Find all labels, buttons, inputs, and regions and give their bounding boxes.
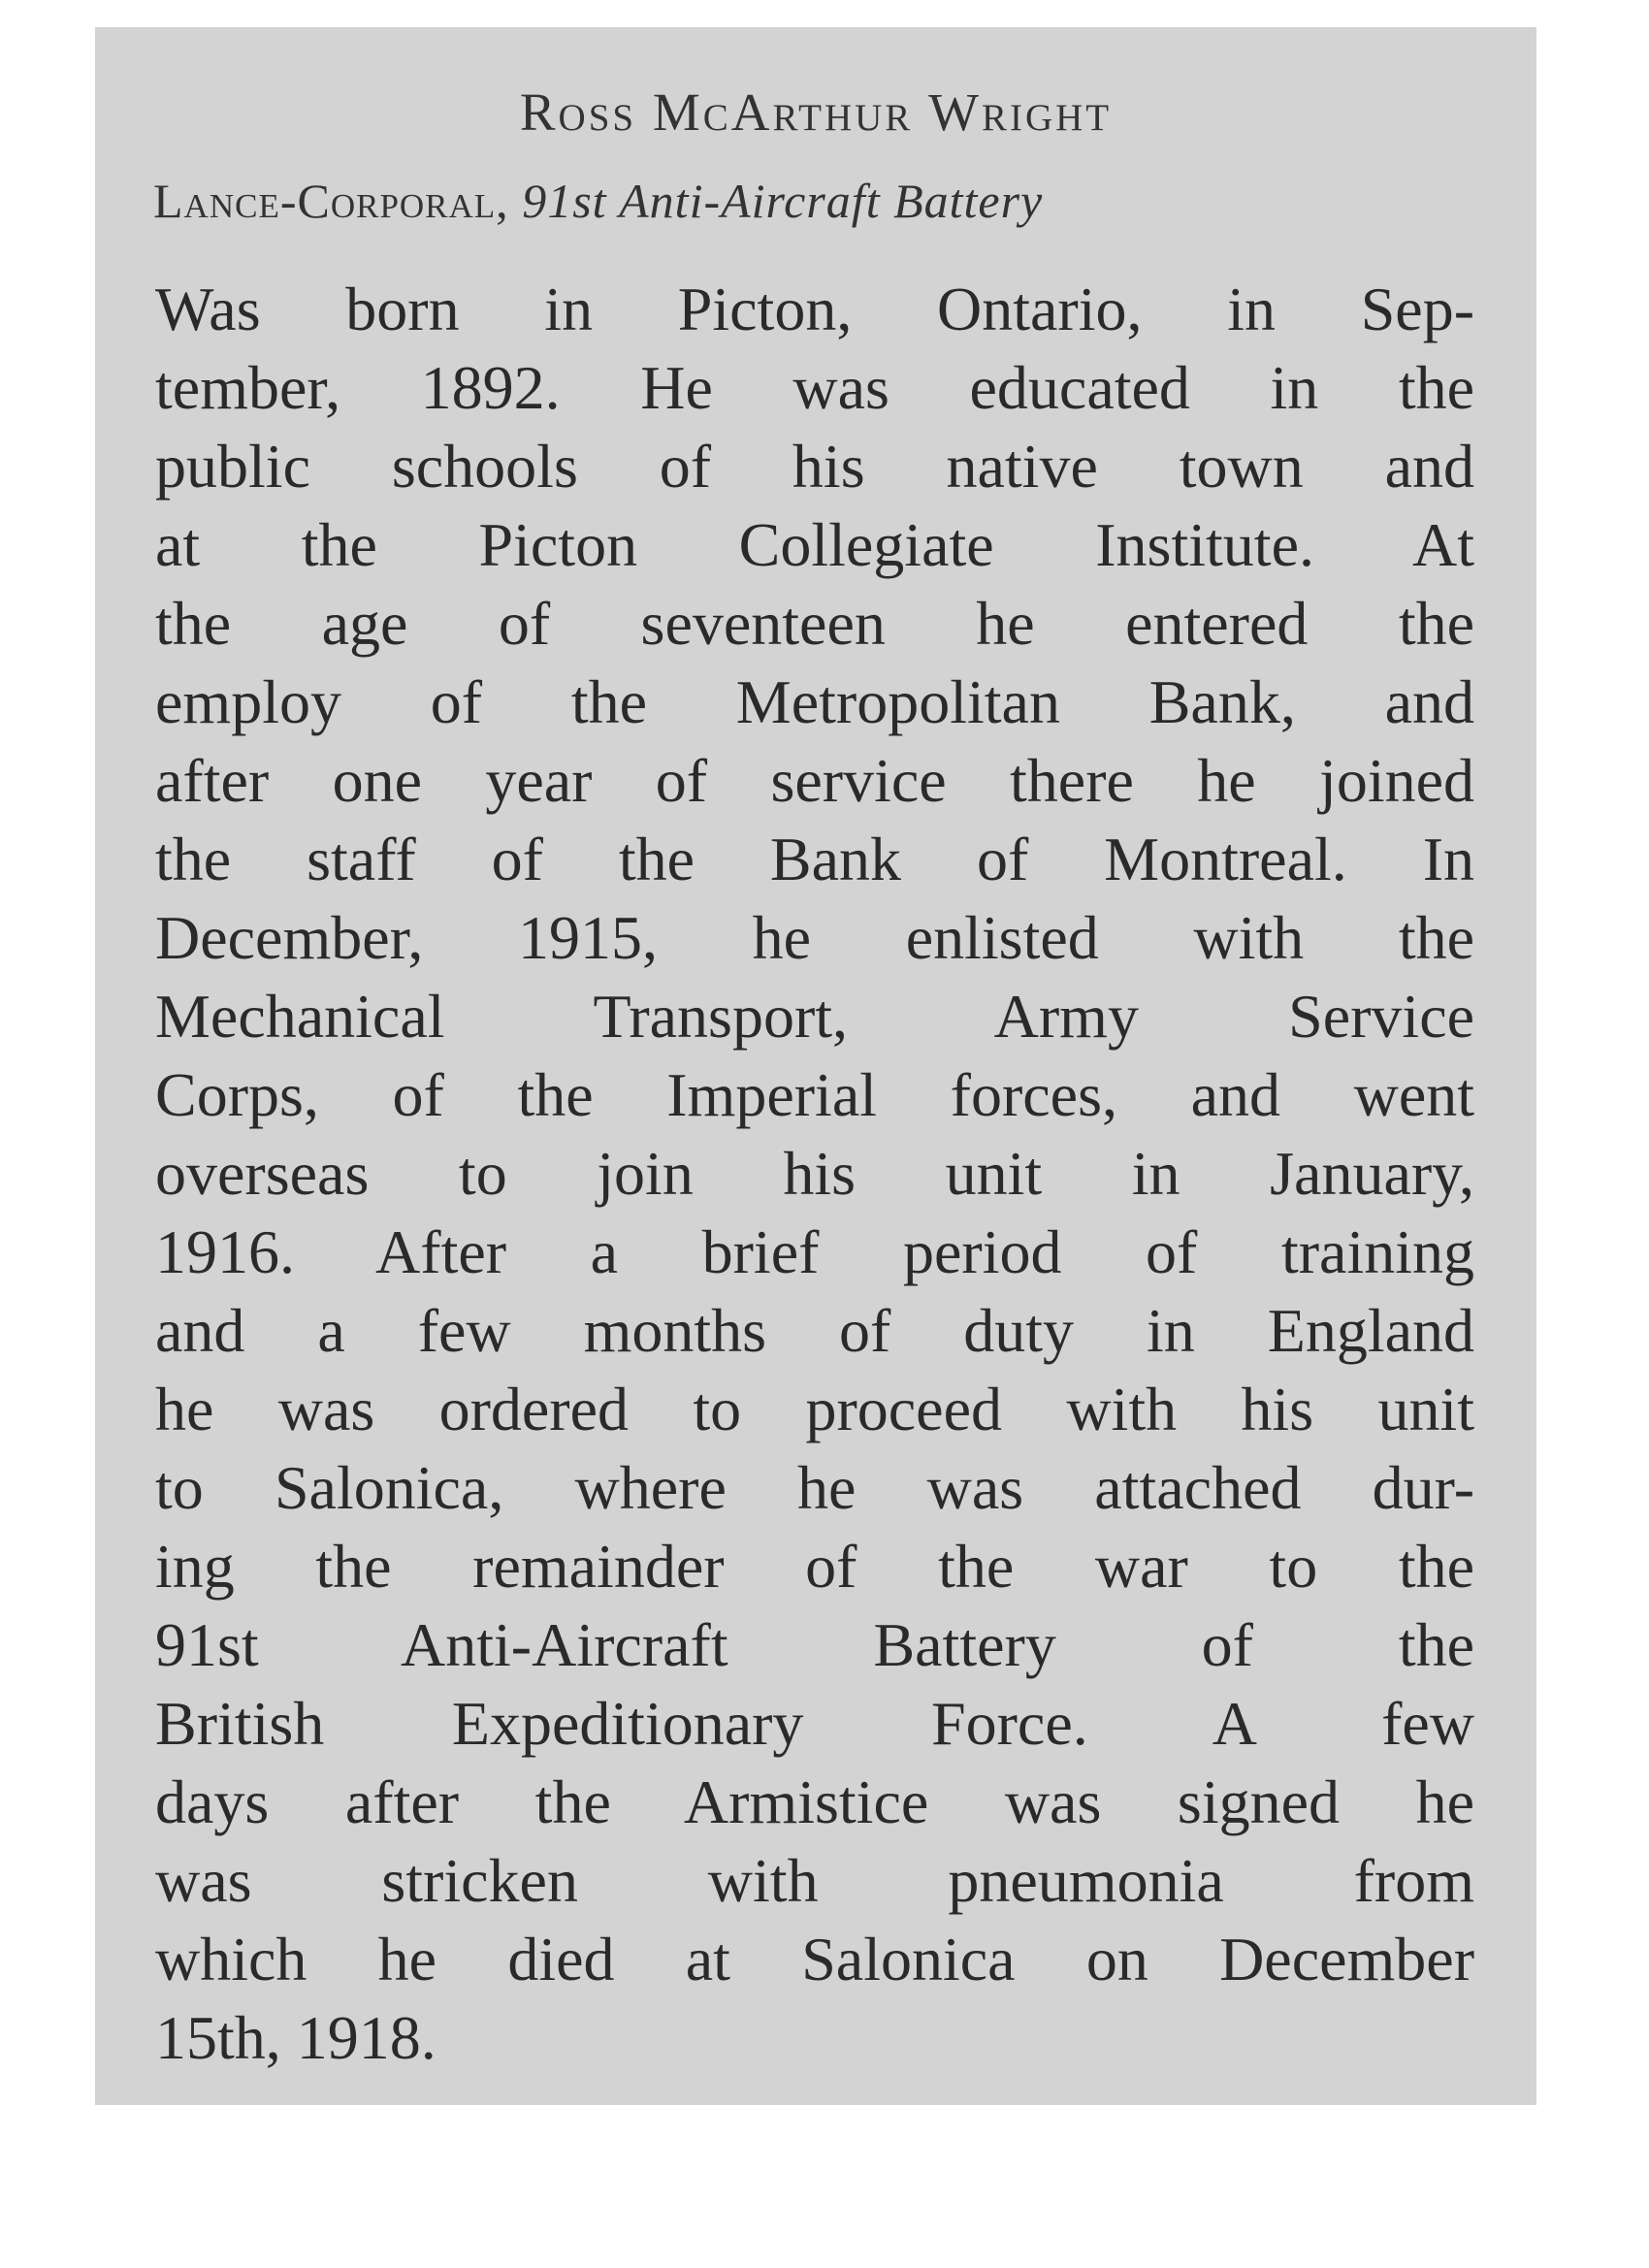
biography-line: the age of seventeen he entered the <box>155 589 1474 658</box>
biography-line: 15th, 1918. <box>155 2003 436 2072</box>
biography-line: Mechanical Transport, Army Service <box>155 982 1474 1051</box>
biography-line: at the Picton Collegiate Institute. At <box>155 510 1474 579</box>
biography-line: which he died at Salonica on December <box>155 1925 1474 1993</box>
biography-line: the staff of the Bank of Montreal. In <box>155 825 1474 893</box>
rank-line <box>153 173 1472 229</box>
biography-line: ing the remainder of the war to the <box>155 1532 1474 1601</box>
biography-text <box>155 270 1474 2077</box>
biography-line: days after the Armistice was signed he <box>155 1767 1474 1836</box>
biography-line: Corps, of the Imperial forces, and went <box>155 1060 1474 1129</box>
page-scan <box>95 27 1536 2105</box>
name-heading: Ross McArthur Wright <box>519 82 1113 142</box>
biography-line: he was ordered to proceed with his unit <box>155 1375 1474 1443</box>
biography-line: 91st Anti-Aircraft Battery of the <box>155 1610 1474 1679</box>
biography-line: 1916. After a brief period of training <box>155 1217 1474 1286</box>
biography-line: and a few months of duty in England <box>155 1296 1474 1365</box>
biography-line: tember, 1892. He was educated in the <box>155 353 1474 422</box>
biography-line: was stricken with pneumonia from <box>155 1846 1474 1915</box>
biography-line: British Expeditionary Force. A few <box>155 1689 1474 1758</box>
biography-line: public schools of his native town and <box>155 432 1474 501</box>
biography-line: December, 1915, he enlisted with the <box>155 903 1474 972</box>
biography-line: after one year of service there he joined <box>155 746 1474 815</box>
rank-title: Lance-Corporal, <box>153 174 509 228</box>
biography-line: employ of the Metropolitan Bank, and <box>155 667 1474 736</box>
biography-line: overseas to join his unit in January, <box>155 1139 1474 1208</box>
unit-name: 91st Anti-Aircraft Battery <box>522 174 1044 228</box>
biography-line: Was born in Picton, Ontario, in Sep- <box>155 275 1474 343</box>
biography-line: to Salonica, where he was attached dur- <box>155 1453 1474 1522</box>
